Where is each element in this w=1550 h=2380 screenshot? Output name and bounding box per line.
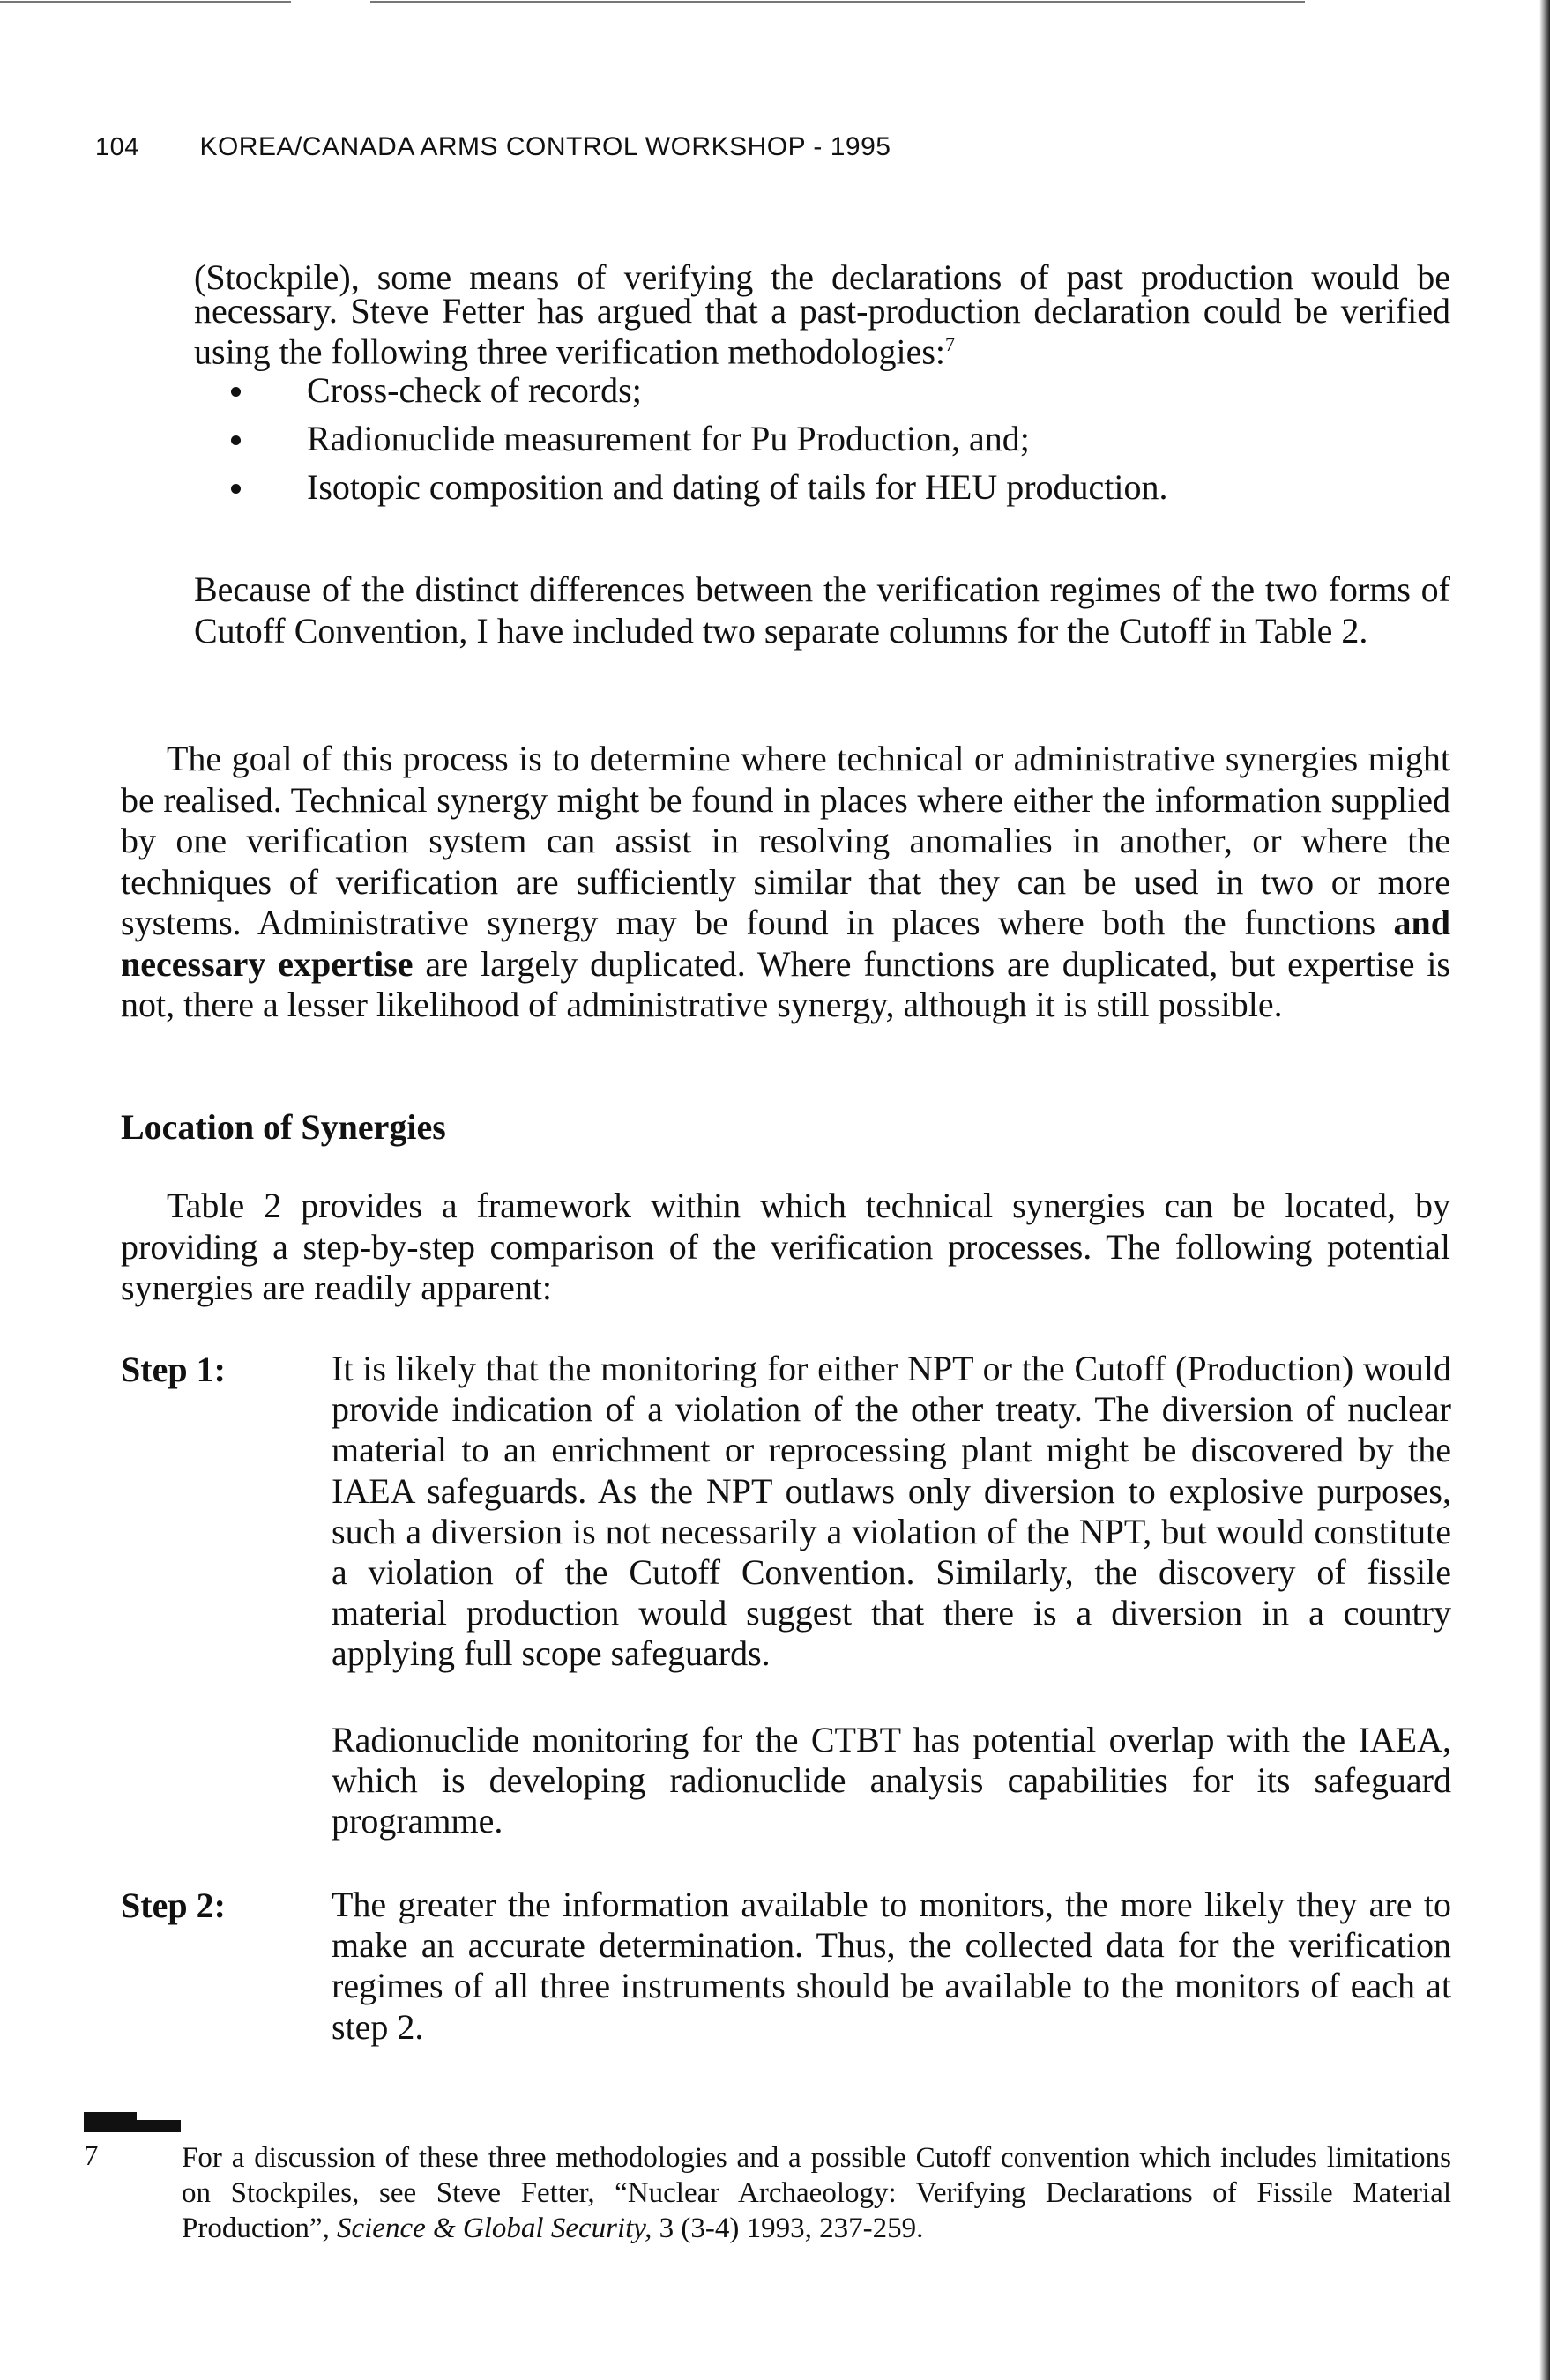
list-item-text: Radionuclide measurement for Pu Production, and; xyxy=(307,419,1030,458)
goal-paragraph xyxy=(121,739,1450,1026)
cutoff-paragraph: Because of the distinct differences between the verification regimes of the two forms of Cutoff Convention, I have included two separate columns for the Cutoff in Table 2. xyxy=(194,569,1450,651)
methodology-list xyxy=(226,366,1451,511)
footnote-number: 7 xyxy=(84,2140,99,2172)
step-1-paragraph: It is likely that the monitoring for either NPT or the Cutoff (Production) would provide indication of a violation of the other treaty. The diversion of nuclear material to an enrichment or reprocessing plant might be discovered by the IAEA safeguards. As the NPT outlaws only diversion to explosive purposes, such a diversion is not necessarily a violation of the NPT, but would constitute a violation of the Cutoff Convention. Similarly, the discovery of fissile material production would suggest that there is a diversion in a country applying full scope safeguards. xyxy=(332,1349,1451,1674)
intro-paragraph xyxy=(194,257,1450,372)
running-head-title: KOREA/CANADA ARMS CONTROL WORKSHOP - 1995 xyxy=(199,132,891,161)
step-2-label: Step 2: xyxy=(121,1885,226,1925)
list-item xyxy=(226,366,1451,414)
footnote-journal: Science & Global Security, xyxy=(336,2213,652,2244)
list-item xyxy=(226,414,1451,463)
list-item-text: Isotopic composition and dating of tails for HEU production. xyxy=(307,467,1168,507)
top-scan-rule xyxy=(0,0,1550,4)
bullet-icon xyxy=(231,387,241,397)
list-item-text: Cross-check of records; xyxy=(307,370,642,410)
bullet-icon xyxy=(231,484,241,494)
page-edge-shadow xyxy=(1539,0,1550,2380)
step-1-label: Step 1: xyxy=(121,1350,226,1389)
bullet-icon xyxy=(231,435,241,445)
footnote-text-end: 3 (3-4) 1993, 237-259. xyxy=(652,2213,924,2244)
running-head xyxy=(95,132,891,162)
goal-text-end: are largely duplicated. Where functions are duplicated, but expertise is not, there a lesser likelihood of administrative synergy, although it is still possible. xyxy=(121,943,1450,1024)
goal-text-start: The goal of this process is to determine where technical or administrative synergies might be realised. Technical synergy might be found in places where either the information supplied by one verification system can assist in resolving anomalies in another, or where the techniques of verification are sufficiently similar that they can be used in two or more systems. Administrative synergy may be found in places where both the functions xyxy=(121,739,1450,942)
table-paragraph: Table 2 provides a framework within which technical synergies can be located, by providing a step-by-step comparison of the verification processes. The following potential synergies are readily apparent: xyxy=(121,1186,1450,1307)
step-1-paragraph-2: Radionuclide monitoring for the CTBT has potential overlap with the IAEA, which is developing radionuclide analysis capabilities for its safeguard programme. xyxy=(332,1720,1451,1841)
goal-text-bold: and necessary expertise xyxy=(121,903,1450,984)
page-number: 104 xyxy=(95,133,139,161)
footnote-text xyxy=(182,2140,1451,2246)
intro-text: (Stockpile), some means of verifying the declarations of past production would be necessary. Steve Fetter has argued that a past-production declaration could be verified using the following three verification methodologies: xyxy=(194,257,1450,372)
footnote-rule xyxy=(84,2120,181,2132)
list-item xyxy=(226,463,1451,511)
footnote-reference: 7 xyxy=(945,333,956,355)
footnote-text-start: For a discussion of these three methodologies and a possible Cutoff convention which includes limitations on Stockpiles, see Steve Fetter, “Nuclear Archaeology: Verifying Declarations of Fissile Material Production”, xyxy=(182,2142,1451,2244)
section-heading: Location of Synergies xyxy=(121,1107,446,1147)
step-2-paragraph: The greater the information available to monitors, the more likely they are to make an accurate determination. Thus, the collected data for the verification regimes of all three instruments should be available to the monitors of each at step 2. xyxy=(332,1885,1451,2047)
